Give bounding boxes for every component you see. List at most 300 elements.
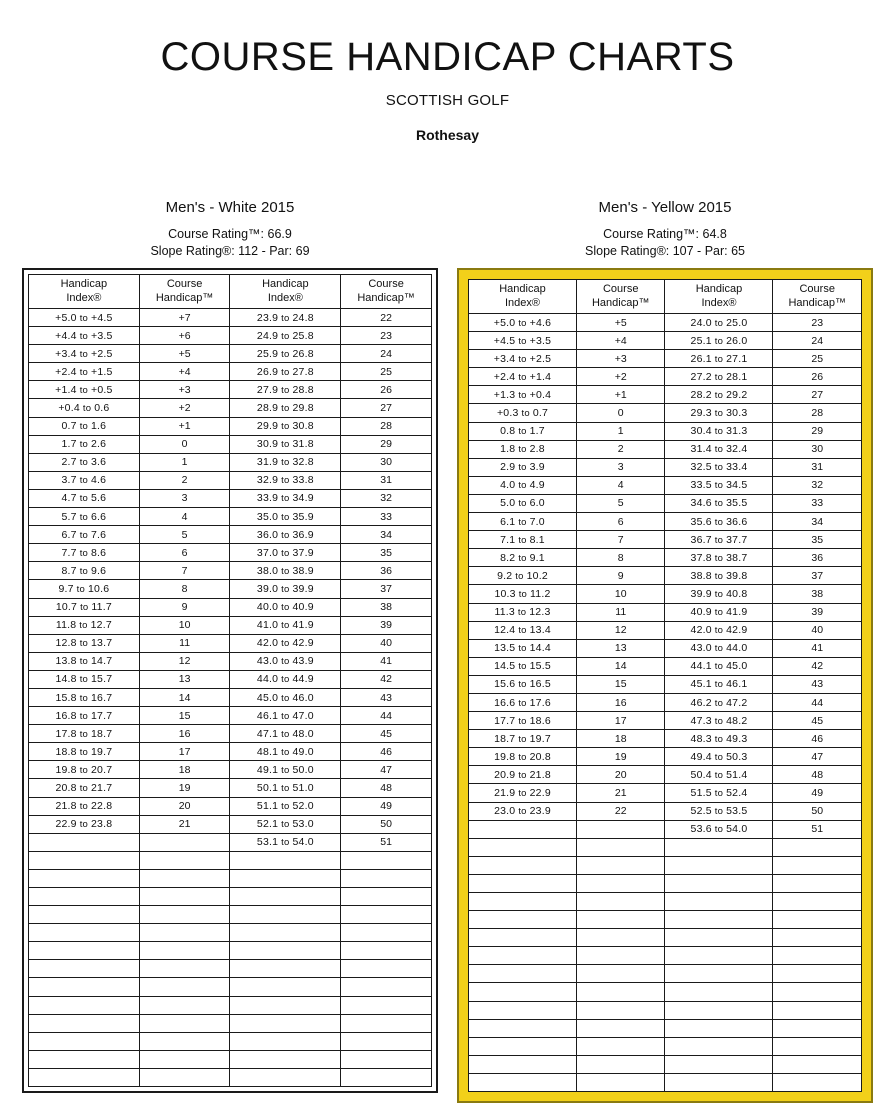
empty-cell — [341, 996, 432, 1014]
course-name: Rothesay — [415, 127, 480, 143]
column-header-course-handicap-2 — [773, 280, 862, 314]
course-handicap-cell: 0 — [576, 404, 665, 422]
table-row — [469, 784, 862, 802]
handicap-index-range: 21.8 to 22.8 — [55, 800, 113, 813]
empty-cell — [230, 1032, 341, 1050]
handicap-index-cell — [29, 327, 140, 345]
handicap-index-cell — [469, 748, 577, 766]
handicap-index-range: 42.0 to 42.9 — [690, 624, 748, 637]
empty-cell — [230, 924, 341, 942]
to-word: to — [518, 625, 527, 637]
course-handicap-cell: 44 — [773, 693, 862, 711]
course-handicap-cell: 38 — [773, 585, 862, 603]
to-word: to — [714, 498, 724, 510]
chart-heading — [457, 199, 873, 259]
table-header-row — [29, 275, 432, 309]
handicap-index-cell — [230, 779, 341, 797]
handicap-index-cell — [665, 476, 773, 494]
course-handicap-cell: 25 — [773, 350, 862, 368]
handicap-index-cell — [29, 381, 140, 399]
handicap-index-range: 8.7 to 9.6 — [61, 564, 107, 577]
handicap-table-frame — [457, 268, 873, 1103]
empty-cell — [341, 942, 432, 960]
handicap-index-range: 53.6 to 54.0 — [690, 823, 748, 836]
table-row — [29, 670, 432, 688]
handicap-index-cell — [230, 417, 341, 435]
handicap-index-cell — [469, 784, 577, 802]
handicap-index-cell — [230, 363, 341, 381]
empty-cell — [576, 911, 665, 929]
empty-cell — [469, 856, 577, 874]
empty-cell — [773, 856, 862, 874]
table-row — [29, 688, 432, 706]
to-word: to — [714, 824, 724, 836]
handicap-index-cell — [665, 386, 773, 404]
chart-block-mens-yellow-2015 — [457, 199, 873, 1103]
handicap-index-cell — [665, 784, 773, 802]
empty-cell — [773, 947, 862, 965]
header-line-2: Handicap™ — [155, 291, 214, 304]
table-row — [469, 350, 862, 368]
to-word: to — [79, 746, 89, 758]
empty-cell — [341, 888, 432, 906]
to-word: to — [79, 511, 89, 523]
tee-title: Men's - White 2015 — [165, 199, 295, 216]
empty-cell — [230, 1014, 341, 1032]
header-line-2: Index® — [701, 296, 737, 309]
handicap-index-range: 10.3 to 11.2 — [494, 587, 551, 600]
empty-cell — [665, 929, 773, 947]
handicap-index-cell — [230, 399, 341, 417]
to-word: to — [518, 389, 527, 401]
handicap-index-cell — [230, 327, 341, 345]
course-handicap-cell: 45 — [773, 712, 862, 730]
empty-cell — [665, 1019, 773, 1037]
to-word: to — [281, 801, 290, 813]
handicap-index-range: 15.8 to 16.7 — [55, 691, 113, 704]
handicap-index-cell — [469, 494, 577, 512]
empty-cell — [469, 983, 577, 1001]
header-line-1: Course — [368, 278, 404, 291]
to-word: to — [79, 638, 89, 650]
to-word: to — [281, 656, 290, 668]
empty-cell — [341, 960, 432, 978]
handicap-index-range: 25.9 to 26.8 — [256, 347, 314, 360]
table-row — [29, 544, 432, 562]
to-word: to — [79, 692, 89, 704]
to-word: to — [281, 602, 290, 614]
handicap-index-cell — [469, 368, 577, 386]
to-word: to — [281, 638, 290, 650]
to-word: to — [79, 439, 89, 451]
to-word: to — [714, 534, 724, 546]
course-handicap-cell: 10 — [576, 585, 665, 603]
handicap-index-range: 37.8 to 38.7 — [690, 551, 748, 564]
to-word: to — [518, 661, 527, 673]
table-row — [29, 508, 432, 526]
empty-cell — [665, 965, 773, 983]
handicap-index-range: 46.2 to 47.2 — [690, 696, 748, 709]
handicap-index-range: 39.9 to 40.8 — [690, 587, 748, 600]
empty-cell — [576, 1055, 665, 1073]
table-row — [469, 965, 862, 983]
table-row — [29, 725, 432, 743]
to-word: to — [714, 570, 724, 582]
to-word: to — [281, 312, 290, 324]
handicap-index-range: 33.9 to 34.9 — [256, 492, 314, 505]
handicap-index-range: 18.8 to 19.7 — [55, 745, 113, 758]
to-word: to — [281, 620, 290, 632]
empty-cell — [230, 851, 341, 869]
table-row — [29, 363, 432, 381]
course-handicap-cell: 22 — [576, 802, 665, 820]
course-handicap-cell: 34 — [773, 513, 862, 531]
table-row — [469, 603, 862, 621]
empty-cell — [341, 906, 432, 924]
handicap-index-range: 6.7 to 7.6 — [61, 528, 107, 541]
handicap-index-range: 20.8 to 21.7 — [55, 781, 113, 794]
course-handicap-cell: 5 — [139, 526, 230, 544]
handicap-index-cell — [29, 345, 140, 363]
empty-cell — [469, 893, 577, 911]
handicap-index-range: 45.1 to 46.1 — [690, 678, 748, 691]
empty-cell — [576, 820, 665, 838]
handicap-index-cell — [469, 404, 577, 422]
empty-cell — [230, 1050, 341, 1068]
table-row — [469, 802, 862, 820]
course-handicap-cell: 49 — [773, 784, 862, 802]
course-handicap-cell: 47 — [341, 761, 432, 779]
to-word: to — [79, 366, 89, 378]
handicap-index-cell — [29, 309, 140, 327]
to-word: to — [82, 403, 92, 415]
course-handicap-cell: +6 — [139, 327, 230, 345]
handicap-index-cell — [230, 616, 341, 634]
to-word: to — [79, 547, 89, 559]
course-handicap-cell: 43 — [773, 675, 862, 693]
handicap-index-range: 38.8 to 39.8 — [690, 569, 748, 582]
empty-cell — [341, 924, 432, 942]
handicap-index-range: 37.0 to 37.9 — [256, 546, 314, 559]
empty-cell — [29, 869, 140, 887]
empty-cell — [773, 983, 862, 1001]
handicap-index-range: 27.2 to 28.1 — [690, 370, 748, 383]
table-row — [469, 585, 862, 603]
handicap-index-cell — [469, 513, 577, 531]
handicap-index-cell — [29, 634, 140, 652]
handicap-index-range: 11.3 to 12.3 — [494, 606, 551, 619]
handicap-index-range: 47.1 to 48.0 — [256, 727, 314, 740]
handicap-index-cell — [665, 693, 773, 711]
handicap-index-range: 29.9 to 30.8 — [256, 420, 314, 433]
course-handicap-cell: 15 — [576, 675, 665, 693]
handicap-index-cell — [665, 531, 773, 549]
course-handicap-cell: 45 — [341, 725, 432, 743]
empty-cell — [773, 838, 862, 856]
empty-cell — [469, 820, 577, 838]
table-header-row — [469, 280, 862, 314]
course-handicap-cell: 11 — [139, 634, 230, 652]
handicap-index-range: 14.5 to 15.5 — [494, 660, 551, 673]
to-word: to — [76, 583, 85, 595]
course-handicap-cell: 8 — [139, 580, 230, 598]
course-handicap-cell: 42 — [341, 670, 432, 688]
handicap-index-cell — [469, 476, 577, 494]
handicap-index-range: 25.1 to 26.0 — [690, 334, 748, 347]
handicap-index-range: 5.7 to 6.6 — [61, 510, 107, 523]
table-row — [29, 797, 432, 815]
course-handicap-cell: 47 — [773, 748, 862, 766]
course-handicap-cell: 14 — [139, 688, 230, 706]
to-word: to — [518, 480, 527, 492]
handicap-index-range: 24.9 to 25.8 — [256, 329, 314, 342]
handicap-index-range: 1.7 to 2.6 — [61, 438, 107, 451]
handicap-index-range: 36.0 to 36.9 — [256, 528, 314, 541]
handicap-index-cell — [665, 458, 773, 476]
handicap-index-range: 27.9 to 28.8 — [256, 383, 314, 396]
to-word: to — [714, 408, 724, 420]
table-row — [29, 996, 432, 1014]
empty-cell — [230, 906, 341, 924]
handicap-index-cell — [230, 688, 341, 706]
page-header — [0, 0, 895, 143]
handicap-index-cell — [230, 652, 341, 670]
empty-cell — [29, 1014, 140, 1032]
handicap-index-cell — [469, 440, 577, 458]
table-row — [469, 675, 862, 693]
handicap-index-cell — [230, 381, 341, 399]
handicap-index-cell — [469, 567, 577, 585]
handicap-index-cell — [469, 332, 577, 350]
table-row — [29, 960, 432, 978]
handicap-index-range: 42.0 to 42.9 — [256, 637, 314, 650]
course-handicap-cell: 49 — [341, 797, 432, 815]
chart-block-mens-white-2015 — [22, 199, 438, 1093]
table-row — [29, 851, 432, 869]
empty-cell — [773, 965, 862, 983]
empty-cell — [341, 1068, 432, 1086]
to-word: to — [79, 421, 89, 433]
empty-cell — [773, 929, 862, 947]
empty-cell — [576, 874, 665, 892]
handicap-index-cell — [230, 562, 341, 580]
handicap-index-range: 13.8 to 14.7 — [55, 655, 113, 668]
empty-cell — [665, 893, 773, 911]
empty-cell — [230, 960, 341, 978]
empty-cell — [139, 1068, 230, 1086]
handicap-index-range: +2.4 to +1.4 — [493, 370, 552, 383]
table-row — [29, 616, 432, 634]
handicap-index-range: 50.4 to 51.4 — [690, 768, 748, 781]
table-row — [29, 1032, 432, 1050]
handicap-index-cell — [29, 399, 140, 417]
handicap-index-range: 43.0 to 44.0 — [690, 642, 748, 655]
course-handicap-cell: +2 — [139, 399, 230, 417]
handicap-index-cell — [665, 513, 773, 531]
to-word: to — [518, 444, 527, 456]
handicap-index-range: 34.6 to 35.5 — [690, 497, 748, 510]
handicap-index-cell — [665, 422, 773, 440]
table-row — [29, 1050, 432, 1068]
empty-cell — [29, 906, 140, 924]
course-handicap-cell: 50 — [341, 815, 432, 833]
empty-cell — [773, 1019, 862, 1037]
to-word: to — [518, 769, 527, 781]
table-row — [29, 598, 432, 616]
to-word: to — [281, 547, 290, 559]
course-handicap-cell: 22 — [341, 309, 432, 327]
empty-cell — [29, 833, 140, 851]
table-row — [469, 1019, 862, 1037]
handicap-index-range: 50.1 to 51.0 — [256, 781, 314, 794]
handicap-index-cell — [665, 368, 773, 386]
to-word: to — [281, 475, 290, 487]
handicap-index-range: 26.1 to 27.1 — [690, 352, 748, 365]
handicap-index-cell — [469, 422, 577, 440]
handicap-index-range: 4.7 to 5.6 — [61, 492, 107, 505]
course-handicap-cell: 18 — [576, 730, 665, 748]
empty-cell — [773, 893, 862, 911]
handicap-index-cell — [665, 603, 773, 621]
empty-cell — [341, 978, 432, 996]
empty-cell — [665, 1073, 773, 1091]
to-word: to — [79, 457, 89, 469]
to-word: to — [79, 656, 89, 668]
table-row — [29, 399, 432, 417]
handicap-index-cell — [665, 314, 773, 332]
table-row — [29, 707, 432, 725]
handicap-index-cell — [665, 748, 773, 766]
to-word: to — [281, 583, 290, 595]
to-word: to — [281, 330, 290, 342]
empty-cell — [576, 1001, 665, 1019]
to-word: to — [79, 801, 89, 813]
handicap-index-range: 9.2 to 10.2 — [497, 569, 548, 582]
to-word: to — [281, 565, 290, 577]
course-handicap-cell: 32 — [773, 476, 862, 494]
empty-cell — [469, 911, 577, 929]
to-word: to — [281, 674, 290, 686]
header-line-1: Course — [799, 283, 835, 296]
handicap-index-cell — [665, 332, 773, 350]
table-row — [29, 652, 432, 670]
handicap-index-cell — [29, 761, 140, 779]
handicap-index-cell — [469, 730, 577, 748]
empty-cell — [29, 978, 140, 996]
handicap-index-cell — [230, 345, 341, 363]
handicap-index-cell — [230, 634, 341, 652]
handicap-index-range: 23.0 to 23.9 — [494, 805, 551, 818]
to-word: to — [281, 764, 290, 776]
handicap-index-range: 35.6 to 36.6 — [690, 515, 748, 528]
table-row — [469, 947, 862, 965]
course-handicap-cell: 26 — [773, 368, 862, 386]
course-handicap-cell: 15 — [139, 707, 230, 725]
to-word: to — [79, 620, 88, 632]
to-word: to — [281, 710, 290, 722]
course-handicap-cell: 35 — [341, 544, 432, 562]
course-handicap-cell: 27 — [773, 386, 862, 404]
course-handicap-cell: 41 — [773, 639, 862, 657]
page-title: COURSE HANDICAP CHARTS — [160, 35, 735, 79]
tee-title: Men's - Yellow 2015 — [598, 199, 732, 216]
column-header-handicap-index-2 — [230, 275, 341, 309]
empty-cell — [469, 929, 577, 947]
handicap-index-cell — [469, 531, 577, 549]
table-row — [469, 531, 862, 549]
empty-cell — [576, 947, 665, 965]
to-word: to — [281, 529, 290, 541]
course-handicap-cell: 2 — [139, 471, 230, 489]
handicap-index-cell — [230, 761, 341, 779]
handicap-index-cell — [665, 494, 773, 512]
course-handicap-cell: 4 — [139, 508, 230, 526]
course-handicap-cell: +1 — [576, 386, 665, 404]
to-word: to — [281, 421, 290, 433]
header-line-1: Course — [602, 283, 639, 296]
handicap-index-cell — [29, 580, 140, 598]
handicap-index-range: 20.9 to 21.8 — [494, 768, 551, 781]
table-row — [469, 730, 862, 748]
course-handicap-cell: 39 — [773, 603, 862, 621]
to-word: to — [518, 715, 527, 727]
to-word: to — [518, 588, 528, 600]
empty-cell — [469, 965, 577, 983]
to-word: to — [518, 534, 527, 546]
handicap-index-range: 39.0 to 39.9 — [256, 582, 314, 595]
table-row — [29, 580, 432, 598]
table-row — [469, 874, 862, 892]
course-handicap-cell: 23 — [341, 327, 432, 345]
handicap-index-cell — [29, 670, 140, 688]
handicap-index-cell — [29, 598, 140, 616]
table-row — [29, 526, 432, 544]
handicap-index-range: 30.4 to 31.3 — [690, 425, 748, 438]
table-row — [29, 381, 432, 399]
handicap-index-range: 52.5 to 53.5 — [690, 805, 748, 818]
table-row — [29, 489, 432, 507]
to-word: to — [79, 348, 89, 360]
handicap-index-cell — [230, 833, 341, 851]
handicap-index-range: +1.4 to +0.5 — [55, 383, 113, 396]
header-line-1: Handicap — [60, 278, 108, 291]
to-word: to — [281, 366, 290, 378]
table-row — [29, 869, 432, 887]
course-handicap-cell: 43 — [341, 688, 432, 706]
empty-cell — [576, 983, 665, 1001]
handicap-index-range: 6.1 to 7.0 — [500, 515, 545, 528]
table-row — [29, 906, 432, 924]
handicap-index-range: +3.4 to +2.5 — [493, 352, 552, 365]
course-handicap-cell: 23 — [773, 314, 862, 332]
to-word: to — [714, 625, 724, 637]
empty-cell — [469, 1001, 577, 1019]
handicap-index-range: 46.1 to 47.0 — [256, 709, 314, 722]
handicap-index-range: 38.0 to 38.9 — [256, 564, 314, 577]
to-word: to — [79, 728, 89, 740]
empty-cell — [341, 1032, 432, 1050]
handicap-index-cell — [230, 508, 341, 526]
empty-cell — [139, 942, 230, 960]
table-row — [29, 345, 432, 363]
course-handicap-cell: 7 — [576, 531, 665, 549]
handicap-index-cell — [29, 562, 140, 580]
course-handicap-cell: 17 — [139, 743, 230, 761]
handicap-index-range: 15.6 to 16.5 — [494, 678, 551, 691]
handicap-index-cell — [469, 712, 577, 730]
empty-cell — [341, 851, 432, 869]
charts-row — [0, 199, 895, 1103]
